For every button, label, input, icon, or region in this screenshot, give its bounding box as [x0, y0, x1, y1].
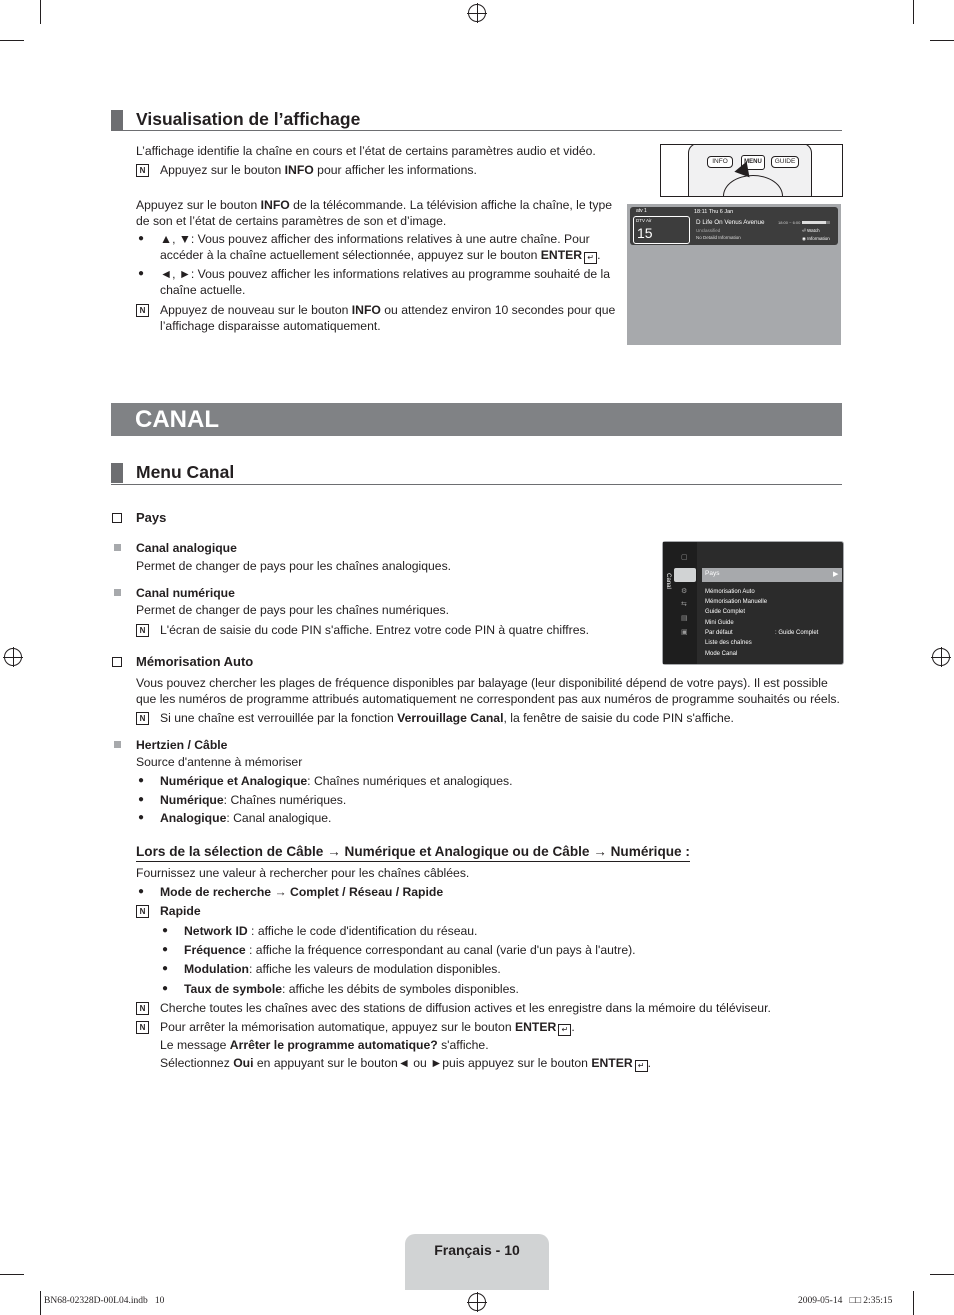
tv-menu-item: Guide Complet: [705, 609, 746, 615]
page-number-tab: [405, 1234, 549, 1290]
paragraph: que les numéros de programme attribués automatiquement ne correspondent pas aux numéros de programme souhaités ou réels.: [136, 692, 840, 706]
crop-mark: [913, 0, 914, 24]
osd-source: atv 1: [636, 208, 647, 214]
info-display-image: [627, 204, 841, 345]
note-text: L'écran de saisie du code PIN s'affiche. Entrez votre code PIN à quatre chiffres.: [160, 623, 589, 637]
bullet-text: Numérique et Analogique: Chaînes numériques et analogiques.: [160, 774, 513, 788]
chapter-title: CANAL: [135, 406, 219, 433]
paragraph: Fournissez une valeur à rechercher pour les chaînes câblées.: [136, 866, 470, 880]
osd-sub1: Unclassified: [696, 228, 721, 233]
tv-menu-item: Pays: [705, 570, 720, 577]
crop-mark: [40, 1291, 41, 1315]
note-icon: N: [136, 1002, 149, 1015]
section-rule: [111, 130, 842, 131]
item-title: Pays: [136, 510, 167, 525]
crop-mark: [930, 1274, 954, 1275]
tv-menu-item: Mémorisation Manuelle: [705, 599, 768, 605]
note-text: l’affichage disparaisse automatiquement.: [160, 319, 381, 333]
footer-date: 2009-05-14 □□ 2:35:15: [798, 1296, 893, 1306]
note-icon: N: [136, 164, 149, 177]
subheading: Lors de la sélection de Câble → Numérique et Analogique ou de Câble → Numérique :: [136, 843, 690, 862]
osd-watch: ⏎ Watch: [802, 228, 820, 233]
section-marker: [111, 463, 123, 483]
crop-mark: [913, 1291, 914, 1315]
square-bullet-icon: [114, 741, 121, 748]
checkbox-icon: [112, 657, 122, 667]
info-button: INFO: [707, 156, 733, 168]
note-icon: N: [136, 1021, 149, 1034]
bullet-icon: ●: [162, 983, 169, 994]
registration-mark-icon: [932, 648, 950, 666]
tv-menu-sidebar: [663, 542, 697, 664]
enter-icon: ↵: [558, 1024, 571, 1036]
tv-menu-item: Mode Canal: [705, 651, 738, 657]
crop-mark: [0, 1274, 24, 1275]
tv-menu-value: : Guide Complet: [775, 630, 819, 636]
osd-panel: [630, 207, 838, 245]
tv-menu-item: Mini Guide: [705, 620, 734, 626]
paragraph: L’affichage identifie la chaîne en cours et l’état de certains paramètres audio et vidéo.: [136, 144, 596, 158]
tv-menu-arrow-icon: ▶: [833, 571, 839, 578]
remote-control-image: [660, 144, 843, 197]
tv-menu-side-label: Canal: [664, 573, 671, 589]
note-text: Rapide: [160, 904, 201, 918]
note-text: Si une chaîne est verrouillée par la fonction Verrouillage Canal, la fenêtre de saisie du code PIN s'affiche.: [160, 711, 734, 725]
bullet-icon: ●: [138, 812, 145, 823]
checkbox-icon: [112, 513, 122, 523]
bullet-icon: ●: [138, 233, 145, 244]
bullet-text: Analogique: Canal analogique.: [160, 811, 332, 825]
bullet-text: accéder à la chaîne actuellement sélectionnée, appuyez sur le bouton ENTER ↵ .: [160, 248, 601, 262]
section-marker: [111, 110, 123, 130]
square-bullet-icon: [114, 589, 121, 596]
bullet-icon: ●: [138, 886, 145, 897]
section-title: Visualisation de l’affichage: [136, 109, 361, 129]
input-icon: ⇆: [681, 601, 687, 608]
note-text: Le message Arrêter le programme automatique? s'affiche.: [160, 1038, 489, 1052]
guide-button: GUIDE: [771, 156, 799, 168]
note-text: Cherche toutes les chaînes avec des stations de diffusion actives et les enregistre dans la mémoire du téléviseur.: [160, 1001, 771, 1015]
bullet-text: Network ID : affiche le code d'identification du réseau.: [184, 924, 478, 938]
section-title: Menu Canal: [136, 462, 235, 482]
picture-icon: ▢: [681, 554, 688, 561]
bullet-text: ◄, ►: Vous pouvez afficher les informations relatives au programme souhaité de la: [160, 267, 611, 281]
footer-file: BN68-02328D-00L04.indb 10: [44, 1296, 165, 1306]
bullet-text: ▲, ▼: Vous pouvez afficher des informations relatives à une autre chaîne. Pour: [160, 232, 590, 246]
osd-time: 18:11 Thu 6 Jan: [694, 209, 734, 215]
crop-mark: [0, 40, 24, 41]
osd-program: D Life On Venus Avenue: [696, 219, 765, 226]
paragraph: de son et l’état de certains paramètres de son et d’image.: [136, 214, 447, 228]
tv-menu-highlight: [702, 568, 842, 582]
bullet-text: Mode de recherche → Complet / Réseau / Rapide: [160, 885, 444, 899]
sub-title: Hertzien / Câble: [136, 738, 228, 752]
bullet-text: Fréquence : affiche la fréquence correspondant au canal (varie d'un pays à l'autre).: [184, 943, 636, 957]
square-bullet-icon: [114, 544, 121, 551]
menu-button: MENU: [741, 155, 765, 170]
paragraph: Permet de changer de pays pour les chaînes numériques.: [136, 603, 449, 617]
osd-range: 18:00 ~ 6:00: [778, 220, 801, 225]
bullet-text: chaîne actuelle.: [160, 283, 246, 297]
tv-menu-selected-icon: [674, 568, 696, 582]
registration-mark-icon: [468, 1293, 486, 1311]
osd-channel-number: 15: [637, 225, 653, 241]
note-text: Pour arrêter la mémorisation automatique, appuyez sur le bouton ENTER ↵ .: [160, 1020, 575, 1034]
bullet-icon: ●: [138, 775, 145, 786]
osd-progress-bar: [802, 221, 830, 224]
bullet-icon: ●: [162, 925, 169, 936]
bullet-icon: ●: [162, 963, 169, 974]
page-number: Français - 10: [434, 1242, 520, 1258]
enter-icon: ↵: [584, 252, 597, 264]
tv-menu-item: Mémorisation Auto: [705, 589, 755, 595]
osd-badge: DTV Air: [636, 218, 652, 223]
support-icon: ▣: [681, 629, 688, 636]
crop-mark: [40, 0, 41, 24]
note-icon: N: [136, 905, 149, 918]
enter-icon: ↵: [635, 1060, 648, 1072]
bullet-icon: ●: [162, 944, 169, 955]
sub-title: Canal analogique: [136, 541, 237, 555]
settings-icon: ⚙: [681, 588, 688, 595]
osd-channel-box: [633, 216, 690, 244]
osd-sub2: No Detaild Information: [696, 235, 741, 240]
tv-menu-item: Liste des chaînes: [705, 640, 752, 646]
item-title: Mémorisation Auto: [136, 654, 254, 669]
note-text: Appuyez sur le bouton INFO pour afficher les informations.: [160, 163, 477, 177]
registration-mark-icon: [4, 648, 22, 666]
paragraph: Vous pouvez chercher les plages de fréquence disponibles par balayage (leur disponibilité dépend de votre pays). Il est possible: [136, 676, 828, 690]
bullet-text: Numérique: Chaînes numériques.: [160, 793, 347, 807]
bullet-text: Modulation: affiche les valeurs de modulation disponibles.: [184, 962, 501, 976]
note-icon: N: [136, 304, 149, 317]
app-icon: ▤: [681, 615, 688, 622]
registration-mark-icon: [468, 4, 486, 22]
paragraph: Source d'antenne à mémoriser: [136, 755, 303, 769]
osd-information: ◉ Information: [802, 236, 830, 241]
chapter-banner: [111, 403, 842, 436]
note-icon: N: [136, 624, 149, 637]
paragraph: Appuyez sur le bouton INFO de la télécommande. La télévision affiche la chaîne, le type: [136, 198, 613, 212]
paragraph: Permet de changer de pays pour les chaînes analogiques.: [136, 559, 452, 573]
bullet-icon: ●: [138, 268, 145, 279]
sub-title: Canal numérique: [136, 586, 235, 600]
note-text: Appuyez de nouveau sur le bouton INFO ou attendez environ 10 secondes pour que: [160, 303, 616, 317]
section-rule: [111, 484, 842, 485]
note-text: Sélectionnez Oui en appuyant sur le bouton◄ ou ►puis appuyez sur le bouton ENTER ↵ .: [160, 1056, 652, 1070]
bullet-text: Taux de symbole: affiche les débits de symboles disponibles.: [184, 982, 519, 996]
bullet-icon: ●: [138, 794, 145, 805]
crop-mark: [930, 40, 954, 41]
note-icon: N: [136, 712, 149, 725]
tv-menu-item: Par défaut: [705, 630, 733, 636]
